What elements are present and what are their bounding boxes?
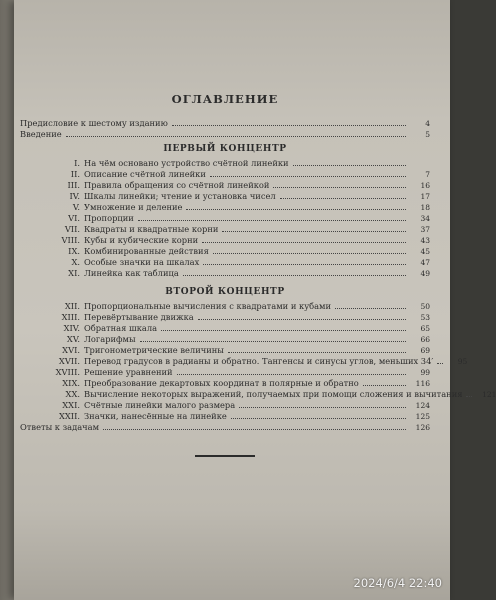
toc-entry-label: Комбинированные действия (84, 246, 209, 256)
toc-entry-label: Правила обращения со счётной линейкой (84, 180, 270, 190)
toc-page-number: 43 (420, 236, 430, 245)
toc-chapter-number: XX. (65, 389, 80, 399)
toc-row (20, 345, 430, 356)
leader-dots (138, 220, 406, 221)
photo-timestamp: 2024/6/4 22:40 (353, 576, 442, 590)
leader-dots (66, 136, 406, 137)
toc-page-number: 17 (420, 192, 430, 201)
toc-page-number: 4 (425, 119, 430, 128)
leader-dots (203, 264, 406, 265)
leader-dots (466, 396, 472, 397)
toc-page-number: 47 (420, 258, 430, 267)
toc-row (20, 411, 430, 422)
toc-entry-label: Перевод градусов в радианы и обратно. Тангенсы и синусы углов, меньших 34′ (84, 356, 434, 366)
toc-chapter-number: XIX. (62, 378, 80, 388)
toc-entry-label: Решение уравнений (84, 367, 173, 377)
toc-page-number: 45 (420, 247, 430, 256)
toc-entry-label: Описание счётной линейки (84, 169, 206, 179)
toc-page-number: 125 (415, 412, 430, 421)
toc-row (20, 129, 430, 140)
leader-dots (363, 385, 406, 386)
toc-chapter-number: V. (72, 202, 80, 212)
toc-page-number: 5 (425, 130, 430, 139)
toc-page-number: 37 (420, 225, 430, 234)
toc-row (20, 158, 430, 169)
leader-dots (202, 242, 406, 243)
toc-page-number: 49 (420, 269, 430, 278)
leader-dots (172, 125, 406, 126)
toc-row (20, 202, 430, 213)
toc-page-number: 34 (420, 214, 430, 223)
toc-page-number: 69 (420, 346, 430, 355)
toc-entry-label: Пропорции (84, 213, 134, 223)
toc-chapter-number: XXII. (58, 411, 80, 421)
toc-row (20, 301, 430, 312)
toc-page-number: 16 (420, 181, 430, 190)
leader-dots (335, 308, 406, 309)
toc-chapter-number: XII. (64, 301, 80, 311)
toc-row (20, 367, 430, 378)
leader-dots (293, 165, 406, 166)
toc-row (20, 356, 468, 367)
toc-row (20, 312, 430, 323)
toc-entry-label: Предисловие к шестому изданию (20, 118, 168, 128)
toc-entry-label: Особые значки на шкалах (84, 257, 200, 267)
toc-row (20, 235, 430, 246)
toc-row (20, 378, 430, 389)
toc-entry-label: Тригонометрические величины (84, 345, 224, 355)
toc-row (20, 213, 430, 224)
toc-row (20, 389, 496, 400)
leader-dots (228, 352, 406, 353)
toc-entry-label: Кубы и кубические корни (84, 235, 199, 245)
intro-list (20, 118, 430, 140)
toc-chapter-number: XIV. (63, 323, 80, 333)
toc-entry-label: Вычисление некоторых выражений, получаемых при помощи сложения и вычитания (84, 389, 463, 399)
toc-chapter-number: XI. (68, 268, 80, 278)
toc-chapter-number: I. (74, 158, 80, 168)
leader-dots (222, 231, 406, 232)
toc-row (20, 246, 430, 257)
leader-dots (213, 253, 406, 254)
leader-dots (437, 363, 443, 364)
toc-entry-label: Шкалы линейки; чтение и установка чисел (84, 191, 276, 201)
toc-page-number: 66 (420, 335, 430, 344)
toc-row (20, 268, 430, 279)
leader-dots (231, 418, 406, 419)
toc-row (20, 169, 430, 180)
toc-entry-label: На чём основано устройство счётной линейки (84, 158, 289, 168)
toc-title: ОГЛАВЛЕНИЕ (171, 92, 279, 106)
leader-dots (239, 407, 406, 408)
section-first-items (20, 158, 430, 279)
toc-chapter-number: XVIII. (55, 367, 80, 377)
leader-dots (177, 374, 406, 375)
toc-entry-label: Преобразование декартовых координат в полярные и обратно (84, 378, 359, 388)
toc-chapter-number: XVI. (62, 345, 80, 355)
toc-entry-label: Ответы к задачам (20, 422, 100, 432)
toc-page-number: 126 (415, 423, 430, 432)
toc-entry-label: Пропорциональные вычисления с квадратами и кубами (84, 301, 332, 311)
toc-chapter-number: III. (67, 180, 80, 190)
toc-chapter-number: IX. (68, 246, 80, 256)
toc-entry-label: Значки, нанесённые на линейке (84, 411, 227, 421)
toc-row (20, 422, 430, 433)
leader-dots (273, 187, 406, 188)
section-second-items (20, 301, 496, 422)
end-rule (195, 455, 255, 457)
leader-dots (280, 198, 406, 199)
toc-chapter-number: XV. (66, 334, 80, 344)
toc-entry-label: Обратная шкала (84, 323, 158, 333)
toc-page-number: 50 (420, 302, 430, 311)
toc-page-number: 124 (415, 401, 430, 410)
toc-chapter-number: XXI. (62, 400, 80, 410)
toc-entry-label: Логарифмы (84, 334, 136, 344)
leader-dots (183, 275, 406, 276)
toc-chapter-number: IV. (69, 191, 80, 201)
toc-page-number: 53 (420, 313, 430, 322)
toc-chapter-number: VIII. (61, 235, 80, 245)
toc-chapter-number: VII. (64, 224, 80, 234)
toc-chapter-number: VI. (68, 213, 80, 223)
toc-page-number: 65 (420, 324, 430, 333)
toc-entry-label: Перевёртывание движка (84, 312, 194, 322)
toc-row (20, 191, 430, 202)
section-title-second: ВТОРОЙ КОНЦЕНТР (165, 287, 285, 297)
leader-dots (198, 319, 406, 320)
toc-entry-label: Квадраты и квадратные корни (84, 224, 219, 234)
toc-page-number: 7 (425, 170, 430, 179)
toc-page-number: 116 (415, 379, 430, 388)
toc-row (20, 323, 430, 334)
leader-dots (161, 330, 406, 331)
toc-entry-label: Счётные линейки малого размера (84, 400, 236, 410)
toc-row (20, 257, 430, 268)
toc-entry-label: Линейка как таблица (84, 268, 179, 278)
section-title-first: ПЕРВЫЙ КОНЦЕНТР (163, 144, 287, 154)
toc-chapter-number: II. (70, 169, 80, 179)
toc-row (20, 180, 430, 191)
toc-entry-label: Умножение и деление (84, 202, 183, 212)
toc-chapter-number: XIII. (61, 312, 80, 322)
toc-row (20, 334, 430, 345)
toc-chapter-number: X. (71, 257, 80, 267)
toc-row (20, 400, 430, 411)
leader-dots (140, 341, 406, 342)
toc-row (20, 224, 430, 235)
book-page (14, 0, 496, 600)
toc-chapter-number: XVII. (58, 356, 80, 366)
table-of-contents (20, 92, 496, 457)
toc-page-number: 18 (420, 203, 430, 212)
toc-page-number: 121 (482, 390, 496, 399)
toc-page-number: 99 (420, 368, 430, 377)
leader-dots (103, 429, 406, 430)
leader-dots (210, 176, 406, 177)
toc-page-number: 95 (457, 357, 468, 366)
leader-dots (186, 209, 406, 210)
toc-row (20, 118, 430, 129)
toc-entry-label: Введение (20, 129, 62, 139)
